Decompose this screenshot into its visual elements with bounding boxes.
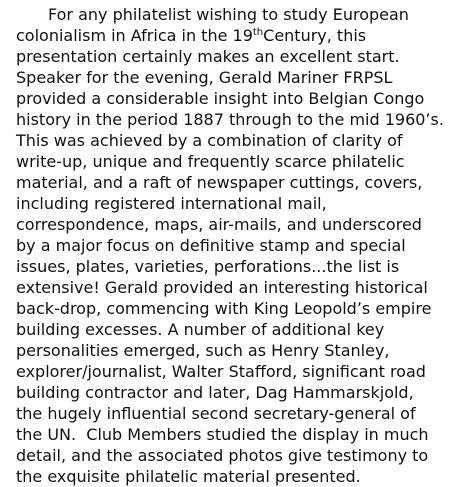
text-line-7: This was achieved by a combination of clarity of: [16, 131, 403, 150]
text-line-13: issues, plates, varieties, perforations...the list is: [16, 257, 400, 276]
text-line-23: the exquisite philatelic material presented.: [16, 467, 361, 486]
text-line-20: the hugely influential second secretary-general of: [16, 404, 416, 423]
text-line-10: including registered international mail,: [16, 194, 327, 213]
text-line-2: colonialism in Africa in the 19thCentury, this: [16, 26, 367, 45]
text-line-4: Speaker for the evening, Gerald Mariner FRPSL: [16, 68, 393, 87]
text-line-11: correspondence, maps, air-mails, and underscored: [16, 215, 422, 234]
text-line-17: personalities emerged, such as Henry Stanley,: [16, 341, 390, 360]
text-line-5: provided a considerable insight into Belgian Congo: [16, 89, 425, 108]
text-line-6: history in the period 1887 through to the mid 1960’s.: [16, 110, 444, 129]
text-line-14: extensive! Gerald provided an interesting historical: [16, 278, 428, 297]
text-line-18: explorer/journalist, Walter Stafford, significant road: [16, 362, 426, 381]
text-line-12: by a major focus on definitive stamp and special: [16, 236, 406, 255]
article-paragraph: [16, 4, 446, 487]
text-line-22: detail, and the associated photos give testimony to: [16, 446, 429, 465]
text-line-21: the UN. Club Members studied the display in much: [16, 425, 429, 444]
text-line-3: presentation certainly makes an excellent start.: [16, 47, 400, 66]
text-line-19: building contractor and later, Dag Hammarskjold,: [16, 383, 414, 402]
text-line-15: back-drop, commencing with King Leopold’s empire: [16, 299, 432, 318]
text-line-1: For any philatelist wishing to study European: [48, 5, 409, 24]
ordinal-superscript: th: [252, 27, 264, 38]
text-line-16: building excesses. A number of additional key: [16, 320, 385, 339]
text-line-9: material, and a raft of newspaper cuttings, covers,: [16, 173, 423, 192]
text-line-8: write-up, unique and frequently scarce philatelic: [16, 152, 405, 171]
